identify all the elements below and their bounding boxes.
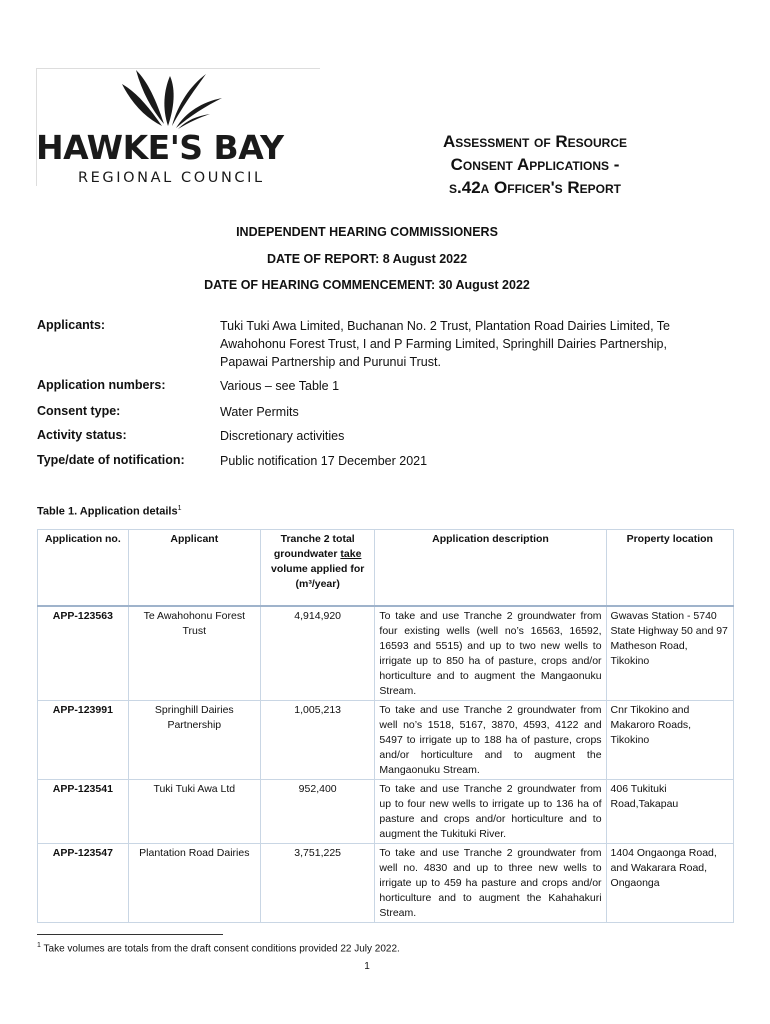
cell-description: To take and use Tranche 2 groundwater from well no’s 1518, 5167, 3870, 4593, 4122 and 5497 to irrigate up to 188 ha of pasture, crops and/or horticulture and to augment the Mangaonuku Stream.	[375, 700, 606, 779]
logo-border-left	[36, 68, 37, 186]
cell-description: To take and use Tranche 2 groundwater from four existing wells (well no’s 16563, 16592, 16593 and 5515) and up to two new wells to irrigate up to 850 ha of pasture, crops and/or horticulture and to augment the Mangaonuku Stream.	[375, 606, 606, 701]
header-volume	[260, 530, 375, 606]
application-details-table	[37, 529, 734, 923]
table-caption-text: Table 1. Application details	[37, 505, 178, 518]
logo-subtitle: REGIONAL COUNCIL	[78, 170, 265, 186]
logo-wordmark: HAWKE'S BAY	[36, 128, 284, 167]
applicants-value: Tuki Tuki Awa Limited, Buchanan No. 2 Trust, Plantation Road Dairies Limited, Te Awahohonu Forest Trust, I and P Farming Limited, Springhill Dairies Partnership, Papawai Partnership and Purunui Trust.	[220, 319, 670, 369]
header-volume-take: take	[340, 548, 362, 560]
cell-volume: 4,914,920	[260, 606, 375, 701]
cell-location: Gwavas Station - 5740 State Highway 50 and 97 Matheson Road, Tikokino	[606, 606, 733, 701]
cell-volume: 3,751,225	[260, 843, 375, 922]
cell-applicant: Plantation Road Dairies	[128, 843, 260, 922]
cell-applicant: Te Awahohonu Forest Trust	[128, 606, 260, 701]
report-date: DATE OF REPORT: 8 August 2022	[266, 252, 468, 266]
report-title-line-2: Consent Applications -	[450, 155, 620, 174]
cell-app-no: APP-123991	[38, 700, 129, 779]
table-row	[38, 700, 734, 779]
page-number: 1	[364, 961, 370, 972]
hbrc-logo	[36, 68, 320, 186]
table-header-row	[38, 530, 734, 606]
footnote-divider	[37, 934, 223, 935]
cell-applicant: Tuki Tuki Awa Ltd	[128, 779, 260, 843]
table-row	[38, 606, 734, 701]
activity-status-value: Discretionary activities	[220, 429, 345, 443]
commissioners-heading: INDEPENDENT HEARING COMMISSIONERS	[236, 225, 498, 239]
cell-app-no: APP-123547	[38, 843, 129, 922]
header-volume-post: volume applied for (m³/year)	[270, 563, 365, 590]
application-numbers-label: Application numbers:	[37, 378, 166, 392]
header-application-no: Application no.	[38, 530, 129, 606]
notification-label: Type/date of notification:	[37, 453, 185, 467]
header-applicant: Applicant	[128, 530, 260, 606]
leaf-emblem-icon	[118, 68, 238, 130]
table-row	[38, 779, 734, 843]
consent-type-label: Consent type:	[37, 404, 121, 418]
cell-app-no: APP-123563	[38, 606, 129, 701]
cell-location: 1404 Ongaonga Road, and Wakarara Road, Ongaonga	[606, 843, 733, 922]
cell-location: Cnr Tikokino and Makaroro Roads, Tikokino	[606, 700, 733, 779]
applicants-label: Applicants:	[37, 318, 106, 332]
cell-applicant: Springhill Dairies Partnership	[128, 700, 260, 779]
header-location: Property location	[606, 530, 733, 606]
cell-app-no: APP-123541	[38, 779, 129, 843]
cell-description: To take and use Tranche 2 groundwater from up to four new wells to irrigate up to 136 ha of pasture and crops and/or horticulture and to augment the Tukituki River.	[375, 779, 606, 843]
table-caption-footnote-ref: 1	[177, 505, 182, 512]
consent-type-value: Water Permits	[220, 405, 299, 419]
cell-volume: 952,400	[260, 779, 375, 843]
report-title-line-1: Assessment of Resource	[442, 132, 628, 151]
application-numbers-value: Various – see Table 1	[220, 379, 340, 393]
table-caption	[37, 505, 182, 518]
activity-status-label: Activity status:	[37, 428, 127, 442]
cell-volume: 1,005,213	[260, 700, 375, 779]
report-title	[400, 130, 670, 199]
notification-value: Public notification 17 December 2021	[220, 454, 428, 468]
footnote-ref: 1	[37, 942, 41, 949]
footnote-text: Take volumes are totals from the draft consent conditions provided 22 July 2022.	[40, 943, 400, 955]
footnote	[37, 942, 400, 954]
header-description: Application description	[375, 530, 606, 606]
hearing-date: DATE OF HEARING COMMENCEMENT: 30 August 2022	[204, 278, 530, 292]
header-volume-pre: Tranche 2 total groundwater	[273, 533, 355, 560]
cell-location: 406 Tukituki Road,Takapau	[606, 779, 733, 843]
report-title-line-3: s.42a Officer's Report	[449, 178, 621, 197]
table-row	[38, 843, 734, 922]
cell-description: To take and use Tranche 2 groundwater from well no. 4830 and up to three new wells to irrigate up to 459 ha pasture and crops and/or horticulture and to augment the Kahahakuri Stream.	[375, 843, 606, 922]
